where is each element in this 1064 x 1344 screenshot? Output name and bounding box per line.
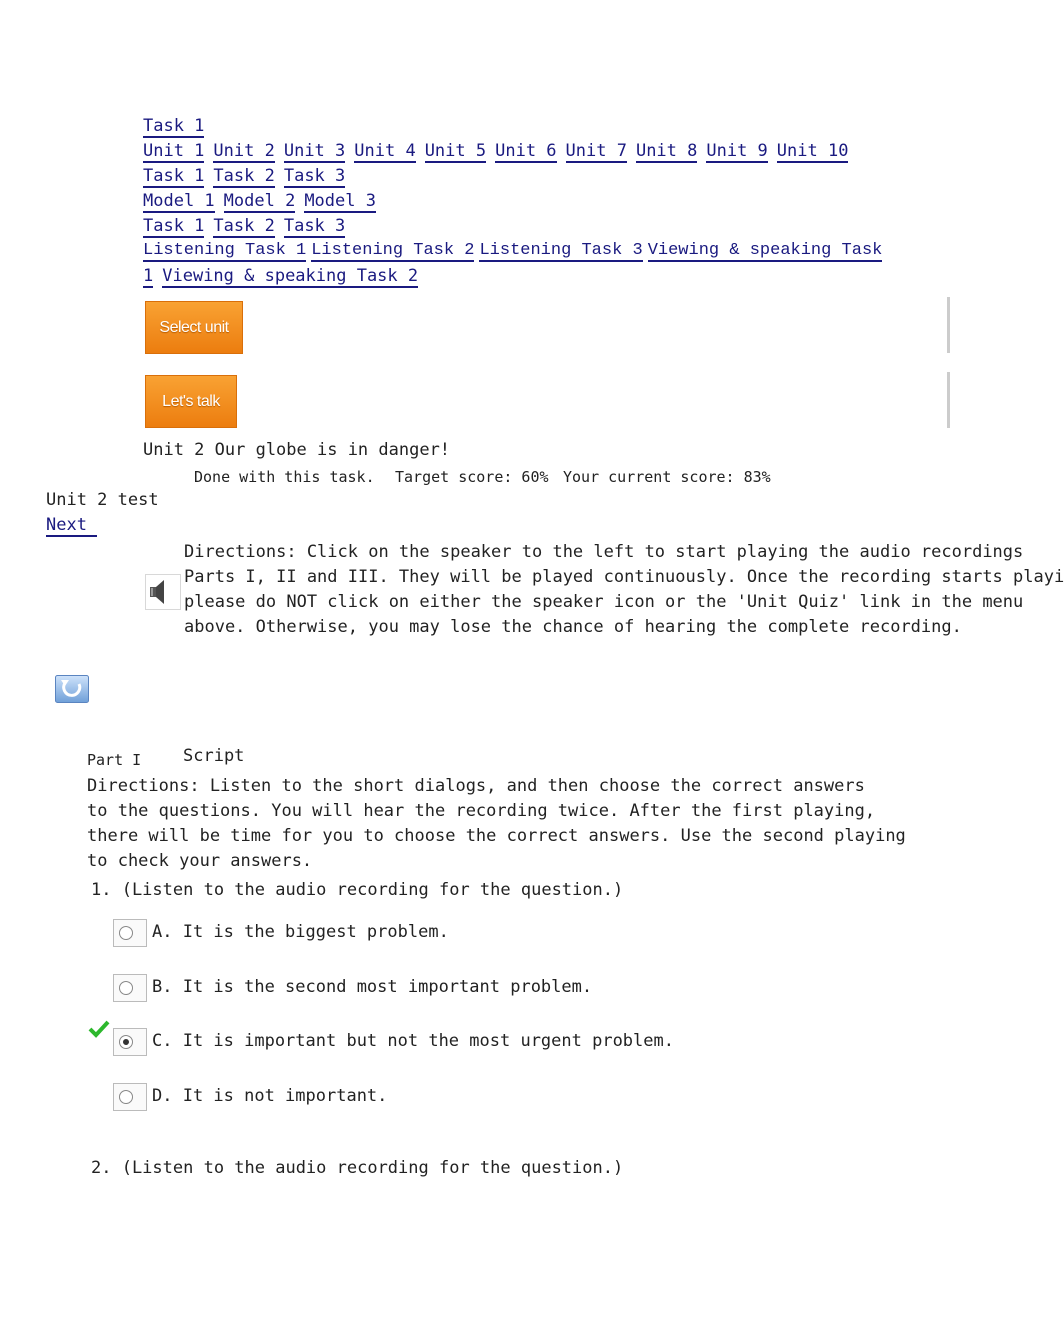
nav-task2-1[interactable]: Task 1 xyxy=(143,216,205,236)
select-unit-button[interactable]: Select unit xyxy=(145,301,243,354)
nav-unit-10[interactable]: Unit 10 xyxy=(776,141,849,161)
unit-title: Unit 2 Our globe is in danger! xyxy=(143,440,451,460)
next-link[interactable]: Next xyxy=(46,515,98,535)
option-c-label: C. It is important but not the most urgent problem. xyxy=(152,1031,674,1051)
nav-listening-task-1[interactable]: Listening Task 1 xyxy=(143,241,307,260)
audio-directions-line-4: above. Otherwise, you may lose the chance of hearing the complete recording. xyxy=(184,617,962,637)
right-edge-divider xyxy=(947,297,950,353)
nav-model-1[interactable]: Model 1 xyxy=(143,191,215,211)
next-link-wrap xyxy=(46,515,106,535)
audio-directions-line-1: Directions: Click on the speaker to the left to start playing the audio recordings xyxy=(184,542,1024,562)
nav-row-models xyxy=(143,191,385,211)
part-directions-line-4: to check your answers. xyxy=(87,851,313,871)
nav-task-3[interactable]: Task 3 xyxy=(283,166,346,186)
nav-unit-1[interactable]: Unit 1 xyxy=(143,141,205,161)
nav-row-viewing xyxy=(143,266,427,286)
audio-directions-line-3: please do NOT click on either the speaker icon or the 'Unit Quiz' link in the menu xyxy=(184,592,1024,612)
radio-circle-a[interactable] xyxy=(119,926,133,940)
right-edge-divider-2 xyxy=(947,372,950,428)
question-2-prompt: 2. (Listen to the audio recording for the question.) xyxy=(91,1158,624,1178)
nav-unit-9[interactable]: Unit 9 xyxy=(706,141,768,161)
status-current-score: Your current score: 83% xyxy=(563,468,771,486)
nav-task2-3[interactable]: Task 3 xyxy=(283,216,346,236)
status-done: Done with this task. xyxy=(194,468,375,486)
option-d-radio[interactable] xyxy=(113,1083,147,1111)
nav-unit-5[interactable]: Unit 5 xyxy=(424,141,487,161)
nav-row-listening xyxy=(143,241,891,260)
replay-icon[interactable] xyxy=(55,675,89,703)
option-a-radio[interactable] xyxy=(113,919,147,947)
nav-unit-7[interactable]: Unit 7 xyxy=(565,141,627,161)
nav-viewing-speaking-task-2[interactable]: Viewing & speaking Task 2 xyxy=(162,266,419,286)
nav-unit-4[interactable]: Unit 4 xyxy=(354,141,416,161)
option-b-radio[interactable] xyxy=(113,974,147,1002)
nav-viewing-speaking-task-1[interactable]: Viewing & speaking Task xyxy=(647,241,883,260)
nav-row-task xyxy=(143,116,213,136)
nav-task2-2[interactable]: Task 2 xyxy=(213,216,275,236)
part-directions-line-2: to the questions. You will hear the recording twice. After the first playing, xyxy=(87,801,876,821)
lets-talk-button[interactable]: Let's talk xyxy=(145,375,237,428)
part-label: Part I xyxy=(87,751,142,769)
radio-circle-d[interactable] xyxy=(119,1090,133,1104)
part-directions-line-3: there will be time for you to choose the correct answers. Use the second playing xyxy=(87,826,906,846)
part-directions-line-1: Directions: Listen to the short dialogs, and then choose the correct answers xyxy=(87,776,865,796)
speaker-icon[interactable] xyxy=(145,574,181,610)
option-c-radio[interactable] xyxy=(113,1028,147,1056)
question-1-prompt: 1. (Listen to the audio recording for the question.) xyxy=(91,880,624,900)
radio-circle-b[interactable] xyxy=(119,981,133,995)
audio-directions-line-2: Parts I, II and III. They will be played continuously. Once the recording starts playi xyxy=(184,567,1064,587)
checkmark-icon xyxy=(88,1019,110,1039)
script-link[interactable]: Script xyxy=(183,746,245,766)
option-a-label: A. It is the biggest problem. xyxy=(152,922,449,942)
option-b-label: B. It is the second most important problem. xyxy=(152,977,593,997)
radio-circle-c-selected[interactable] xyxy=(119,1035,133,1049)
nav-model-3[interactable]: Model 3 xyxy=(304,191,376,211)
nav-unit-8[interactable]: Unit 8 xyxy=(635,141,698,161)
nav-unit-3[interactable]: Unit 3 xyxy=(283,141,346,161)
nav-unit-2[interactable]: Unit 2 xyxy=(213,141,275,161)
nav-task-1[interactable]: Task 1 xyxy=(143,166,205,186)
nav-row-tasks xyxy=(143,166,354,186)
nav-row-tasks-2 xyxy=(143,216,354,236)
test-title: Unit 2 test xyxy=(46,490,159,510)
option-d-label: D. It is not important. xyxy=(152,1086,388,1106)
nav-listening-task-2[interactable]: Listening Task 2 xyxy=(311,241,475,260)
nav-row-units xyxy=(143,141,857,161)
nav-task-2[interactable]: Task 2 xyxy=(213,166,275,186)
nav-viewing-speaking-task-1-cont[interactable]: 1 xyxy=(143,266,154,286)
status-target-score: Target score: 60% xyxy=(395,468,549,486)
nav-task-1-top[interactable]: Task 1 xyxy=(143,116,205,136)
nav-unit-6[interactable]: Unit 6 xyxy=(495,141,557,161)
nav-model-2[interactable]: Model 2 xyxy=(223,191,296,211)
nav-listening-task-3[interactable]: Listening Task 3 xyxy=(479,241,643,260)
